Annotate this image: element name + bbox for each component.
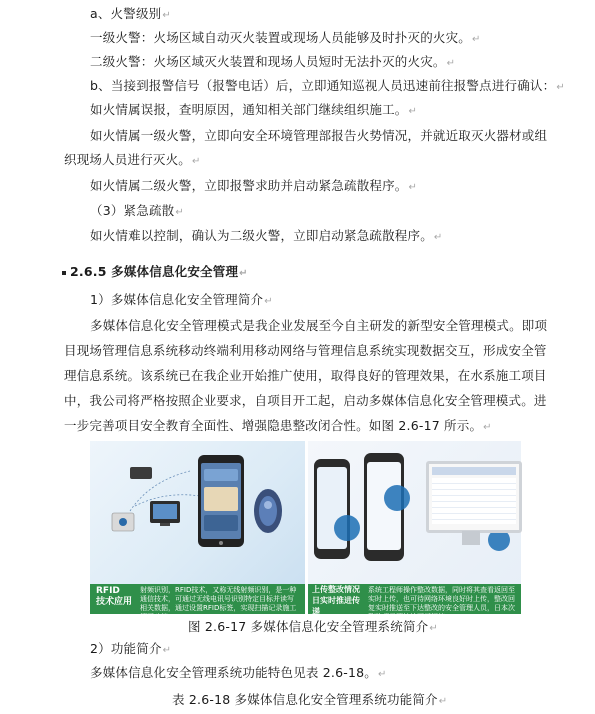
- features-title: 2）功能简介↵: [90, 641, 172, 656]
- evacuation-text: 如火情难以控制，确认为二级火警，立即启动紧急疏散程序。↵: [90, 228, 443, 243]
- rfid-equipment-illustration: [90, 441, 305, 584]
- fire-level-1: 一级火警：火场区域自动灭火装置或现场人员能够及时扑灭的火灾。↵: [90, 30, 481, 45]
- monitor-illustration: [426, 461, 522, 533]
- intro-line: 理信息系统。该系统已在我企业开始推广使用，取得良好的管理效果，在水系施工项目: [64, 368, 547, 383]
- system-diagram-figure: [90, 441, 521, 621]
- intro-line: 一步完善项目安全教育全面性、增强隐患整改闭合性。如图 2.6-17 所示。↵: [64, 418, 492, 433]
- table-caption: 表 2.6-18 多媒体信息化安全管理系统功能简介↵: [172, 692, 448, 707]
- phone-illustration: [314, 459, 350, 559]
- rfid-panel: [90, 441, 305, 621]
- status-bubble: [334, 515, 360, 541]
- alarm-level1-line2: 织现场人员进行灭火。↵: [64, 152, 201, 167]
- rfid-caption-text: 射频识别，RFID技术，又称无线射频识别，是一种通信技术，可通过无线电讯号识别特定目标并读写相关数据，通过设置RFID标签，实现扫描记录施工耀区功能。: [140, 586, 297, 621]
- status-bubble: [384, 485, 410, 511]
- alarm-level2: 如火情属二级火警，立即报警求助并启动紧急疏散程序。↵: [90, 178, 418, 193]
- evacuation-title: （3）紧急疏散↵: [90, 203, 184, 218]
- monitor-stand: [462, 531, 480, 545]
- fire-levels-title: a、火警级别↵: [90, 6, 171, 21]
- sync-tag-label: 上传整改情况 日实时推进传递: [312, 585, 360, 616]
- section-heading: 2.6.5 多媒体信息化安全管理↵: [62, 264, 248, 282]
- alarm-response-intro: b、当接到报警信号（报警电话）后，立即通知巡视人员迅速前往报警点进行确认：↵: [90, 78, 565, 93]
- intro-line: 中，我公司将严格按照企业要求，自项目开工起，启动多媒体信息化安全管理模式。进: [64, 393, 547, 408]
- intro-title: 1）多媒体信息化安全管理简介↵: [90, 292, 273, 307]
- intro-line: 多媒体信息化安全管理模式是我企业发展至今自主研发的新型安全管理模式。即项: [90, 318, 548, 333]
- bullet-icon: [62, 271, 66, 275]
- rfid-tag-label: RFID 技术应用: [96, 586, 133, 607]
- features-text: 多媒体信息化安全管理系统功能特色见表 2.6-18。↵: [90, 665, 387, 680]
- alarm-level1-line1: 如火情属一级火警，立即向安全环境管理部报告火势情况，并就近取灭火器材或组: [90, 128, 548, 143]
- figure-caption: 图 2.6-17 多媒体信息化安全管理系统简介↵: [188, 619, 438, 634]
- sync-caption-text: 系统工程师操作整改数据，同时将其查看返回至实时上传，也可待网络环境良好时上传，整改回复实时推送至下达整改的安全管理人员，日本次整改项目即持续更新汇编。: [368, 586, 515, 621]
- alarm-false-alarm: 如火情属误报，查明原因，通知相关部门继续组织施工。↵: [90, 102, 418, 117]
- mobile-sync-panel: [308, 441, 521, 621]
- fire-level-2: 二级火警：火场区域灭火装置和现场人员短时无法扑灭的火灾。↵: [90, 54, 456, 69]
- intro-line: 目现场管理信息系统移动终端利用移动网络与管理信息系统实现数据交互，形成安全管: [64, 343, 547, 358]
